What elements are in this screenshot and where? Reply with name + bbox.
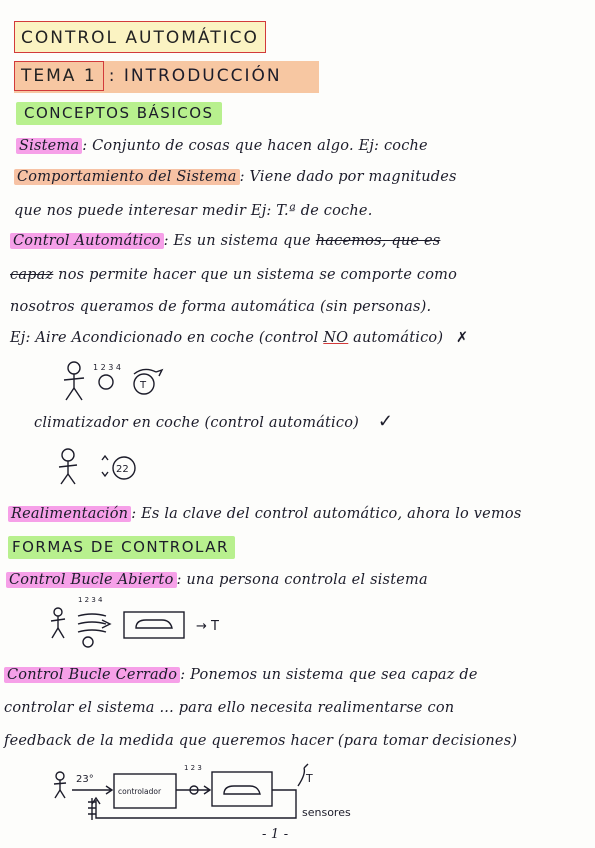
figure-open-loop	[48, 594, 258, 654]
cross-mark: ✗	[456, 330, 469, 346]
dial-icon	[99, 375, 113, 389]
figure-climatizador	[56, 448, 156, 488]
def-bucle-cerrado-3: feedback de la medida que queremos hacer (para tomar decisiones)	[4, 733, 518, 749]
tema-suffix: : INTRODUCCIÓN	[108, 66, 282, 86]
dial-label: 1 2 3 4	[78, 596, 103, 604]
def-bucle-cerrado: Control Bucle Cerrado : Ponemos un sistema que sea capaz de	[4, 667, 478, 683]
section-conceptos-label: CONCEPTOS BÁSICOS	[16, 102, 222, 125]
section-formas-label: FORMAS DE CONTROLAR	[8, 536, 235, 559]
dial-label: 1 2 3	[184, 764, 202, 772]
car-icon	[224, 786, 260, 794]
controller-label: controlador	[118, 787, 162, 796]
def-comportamiento	[14, 169, 457, 185]
tema-number: TEMA 1	[14, 61, 104, 91]
def-bucle-cerrado-2: controlar el sistema ... para ello necesita realimentarse con	[4, 700, 455, 716]
output-label: → T	[196, 619, 219, 634]
system-box	[124, 612, 184, 638]
sensor-label: sensores	[302, 806, 351, 819]
arrow-icon	[72, 786, 112, 794]
page-title	[14, 21, 266, 53]
def-realimentacion: Realimentación : Es la clave del control automático, ahora lo vemos	[8, 506, 521, 522]
stick-figure-head	[54, 608, 62, 616]
def-sistema-text: : Conjunto de cosas que hacen algo. Ej: coche	[82, 138, 428, 154]
car-icon	[136, 620, 172, 628]
check-mark: ✓	[377, 411, 394, 432]
def-sistema	[16, 138, 428, 154]
term-bucle-cerrado: Control Bucle Cerrado	[4, 667, 180, 683]
example-climatizador: climatizador en coche (control automático) ✓	[34, 411, 394, 432]
page-number: - 1 -	[262, 827, 289, 842]
figure-manual-ac	[62, 360, 192, 405]
def-bucle-abierto: Control Bucle Abierto : una persona controla el sistema	[6, 572, 428, 588]
no-label: NO	[323, 330, 349, 346]
term-control-automatico: Control Automático	[10, 233, 164, 249]
term-comportamiento: Comportamiento del Sistema	[14, 169, 240, 185]
system-box	[212, 772, 272, 806]
setpoint-label: 23°	[76, 774, 94, 785]
struck-text: hacemos, que es	[315, 233, 441, 249]
def-control-automatico-2: capaz nos permite hacer que un sistema se comporte como	[10, 267, 458, 283]
def-control-automatico-3: nosotros queramos de forma automática (sin personas).	[10, 299, 432, 315]
tema-heading	[14, 61, 319, 93]
dial-icon	[83, 637, 93, 647]
knob-label: T	[140, 380, 147, 391]
display-value: 22	[116, 464, 129, 475]
section-conceptos	[16, 104, 222, 122]
stick-figure-head	[62, 449, 74, 461]
stick-figure-head	[56, 772, 64, 780]
term-realimentacion: Realimentación	[8, 506, 131, 522]
output-label: T	[306, 772, 313, 785]
def-comportamiento-cont: que nos puede interesar medir Ej: T.ª de coche.	[14, 203, 373, 219]
term-sistema: Sistema	[16, 138, 82, 154]
example-aire: Ej: Aire Acondicionado en coche (control NO automático) ✗	[10, 330, 469, 346]
figure-closed-loop	[52, 760, 392, 830]
def-control-automatico: Control Automático : Es un sistema que hacemos, que es	[10, 233, 440, 249]
stick-figure-head	[68, 362, 80, 374]
def-comportamiento-text: : Viene dado por magnitudes	[239, 169, 457, 185]
dial-label: 1 2 3 4	[93, 363, 121, 372]
term-bucle-abierto: Control Bucle Abierto	[6, 572, 177, 588]
page-title-text: CONTROL AUTOMÁTICO	[21, 28, 259, 48]
section-formas	[8, 538, 235, 556]
